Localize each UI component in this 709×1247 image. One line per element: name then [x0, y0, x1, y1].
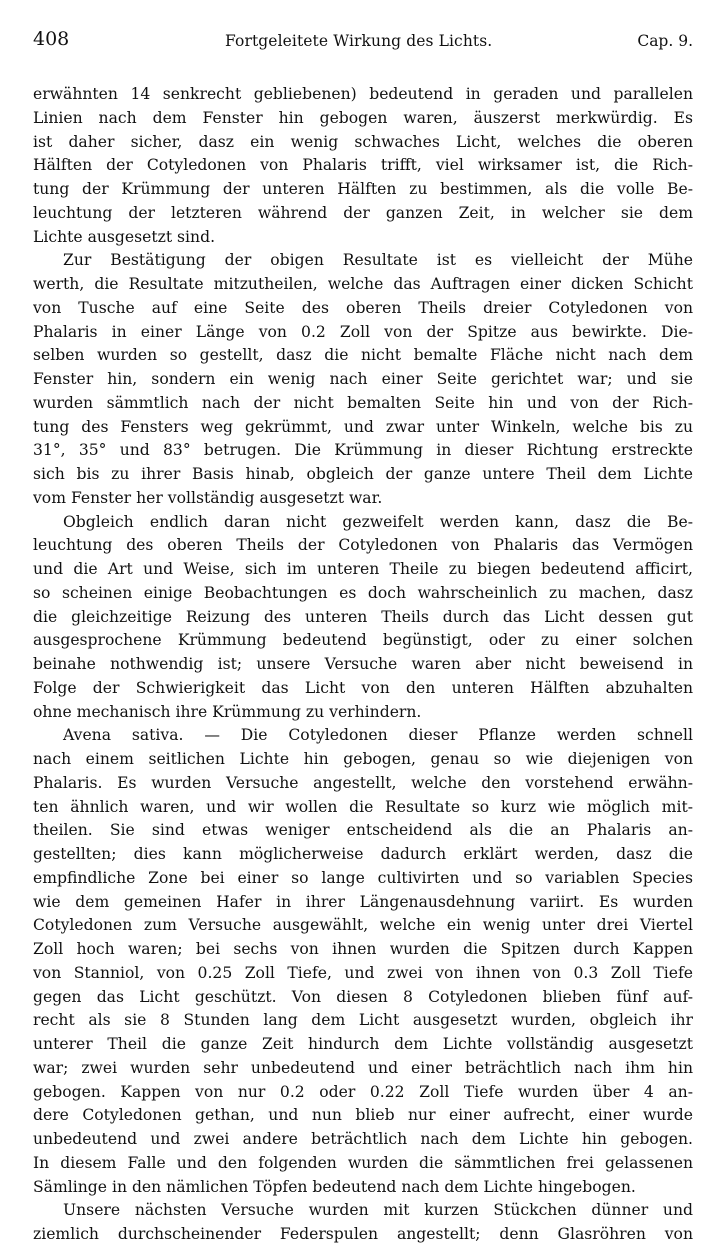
text-line: wurden sämmtlich nach der nicht bemalten Seite hin und von der Rich-	[33, 393, 693, 412]
text-line: dere Cotyledonen gethan, und nun blieb nur einer aufrecht, einer wurde	[33, 1106, 693, 1125]
text-line: Obgleich endlich daran nicht gezweifelt werden kann, dasz die Be-	[63, 512, 693, 531]
text-line: ist daher sicher, dasz ein wenig schwaches Licht, welches die oberen	[33, 132, 693, 151]
text-line: unterer Theil die ganze Zeit hindurch dem Lichte vollständig ausgesetzt	[33, 1035, 693, 1053]
text-line: Unsere nächsten Versuche wurden mit kurzen Stückchen dünner und	[63, 1201, 693, 1220]
text-line: wie dem gemeinen Hafer in ihrer Längenausdehnung variirt. Es wurden	[33, 892, 693, 911]
text-line: ausgesprochene Krümmung bedeutend begünstigt, oder zu einer solchen	[33, 631, 693, 650]
text-line: ten ähnlich waren, und wir wollen die Resultate so kurz wie möglich mit-	[33, 797, 693, 816]
running-title: Fortgeleitete Wirkung des Lichts.	[225, 32, 493, 50]
page-header	[33, 24, 693, 56]
text-line: Hälften der Cotyledonen von Phalaris trifft, viel wirksamer ist, die Rich-	[33, 156, 693, 175]
text-line: leuchtung der letzteren während der ganzen Zeit, in welcher sie dem	[33, 203, 693, 222]
text-line: theilen. Sie sind etwas weniger entscheidend als die an Phalaris an-	[33, 821, 693, 840]
text-line: Phalaris in einer Länge von 0.2 Zoll von der Spitze aus bewirkte. Die-	[33, 322, 693, 341]
page-number: 408	[33, 28, 70, 50]
text-line: 31°, 35° und 83° betrugen. Die Krümmung in dieser Richtung erstreckte	[33, 441, 693, 460]
text-line: leuchtung des oberen Theils der Cotyledonen von Phalaris das Vermögen	[33, 536, 693, 555]
text-line: sich bis zu ihrer Basis hinab, obgleich der ganze untere Theil dem Lichte	[33, 465, 693, 483]
text-line: und die Art und Weise, sich im unteren Theile zu biegen bedeutend afficirt,	[33, 560, 693, 578]
text-line: werth, die Resultate mitzutheilen, welche das Auftragen einer dicken Schicht	[33, 275, 693, 293]
text-line: Cotyledonen zum Versuche ausgewählt, welche ein wenig unter drei Viertel	[33, 916, 693, 935]
text-line: Sämlinge in den nämlichen Töpfen bedeutend nach dem Lichte hingebogen.	[33, 1177, 636, 1196]
text-line: In diesem Falle und den folgenden wurden die sämmtlichen frei gelassenen	[33, 1153, 693, 1172]
text-line: unbedeutend und zwei andere beträchtlich nach dem Lichte hin gebogen.	[33, 1130, 693, 1148]
text-line: selben wurden so gestellt, dasz die nicht bemalte Fläche nicht nach dem	[33, 346, 693, 365]
text-line: gegen das Licht geschützt. Von diesen 8 Cotyledonen blieben fünf auf-	[33, 987, 693, 1006]
text-line: war; zwei wurden sehr unbedeutend und einer beträchtlich nach ihm hin	[33, 1058, 693, 1077]
text-line: gebogen. Kappen von nur 0.2 oder 0.22 Zoll Tiefe wurden über 4 an-	[33, 1082, 693, 1101]
text-line: nach einem seitlichen Lichte hin gebogen, genau so wie diejenigen von	[33, 750, 693, 768]
text-line: Folge der Schwierigkeit das Licht von den unteren Hälften abzuhalten	[33, 678, 693, 697]
text-line: die gleichzeitige Reizung des unteren Theils durch das Licht dessen gut	[33, 607, 693, 626]
text-line: Zur Bestätigung der obigen Resultate ist es vielleicht der Mühe	[63, 251, 693, 270]
text-line: Avena sativa. — Die Cotyledonen dieser Pflanze werden schnell	[63, 726, 693, 745]
text-line: Phalaris. Es wurden Versuche angestellt, welche den vorstehend erwähn-	[33, 773, 693, 792]
text-line: beinahe nothwendig ist; unsere Versuche waren aber nicht beweisend in	[33, 655, 693, 673]
text-line: von Tusche auf eine Seite des oberen Theils dreier Cotyledonen von	[33, 298, 693, 317]
text-line: tung der Krümmung der unteren Hälften zu bestimmen, als die volle Be-	[33, 180, 693, 198]
text-line: erwähnten 14 senkrecht gebliebenen) bedeutend in geraden und parallelen	[33, 85, 693, 103]
text-line: empfindliche Zone bei einer so lange cultivirten und so variablen Species	[33, 868, 693, 887]
text-line: recht als sie 8 Stunden lang dem Licht ausgesetzt wurden, obgleich ihr	[33, 1011, 693, 1030]
text-line: so scheinen einige Beobachtungen es doch wahrscheinlich zu machen, dasz	[33, 583, 693, 602]
text-line: tung des Fensters weg gekrümmt, und zwar unter Winkeln, welche bis zu	[33, 417, 693, 436]
text-line: Zoll hoch waren; bei sechs von ihnen wurden die Spitzen durch Kappen	[33, 940, 693, 958]
text-line: vom Fenster her vollständig ausgesetzt war.	[33, 488, 383, 507]
text-line: ziemlich durchscheinender Federspulen angestellt; denn Glasröhren von	[33, 1225, 693, 1243]
text-line: gestellten; dies kann möglicherweise dadurch erklärt werden, dasz die	[33, 845, 693, 863]
chapter-label: Cap. 9.	[637, 32, 693, 50]
text-line: von Stanniol, von 0.25 Zoll Tiefe, und zwei von ihnen von 0.3 Zoll Tiefe	[33, 963, 693, 982]
text-line: ohne mechanisch ihre Krümmung zu verhindern.	[33, 702, 422, 721]
text-line: Linien nach dem Fenster hin gebogen waren, äuszerst merkwürdig. Es	[33, 108, 693, 127]
body-text	[33, 83, 693, 1247]
text-line: Lichte ausgesetzt sind.	[33, 227, 216, 246]
text-line: Fenster hin, sondern ein wenig nach einer Seite gerichtet war; und sie	[33, 370, 693, 388]
